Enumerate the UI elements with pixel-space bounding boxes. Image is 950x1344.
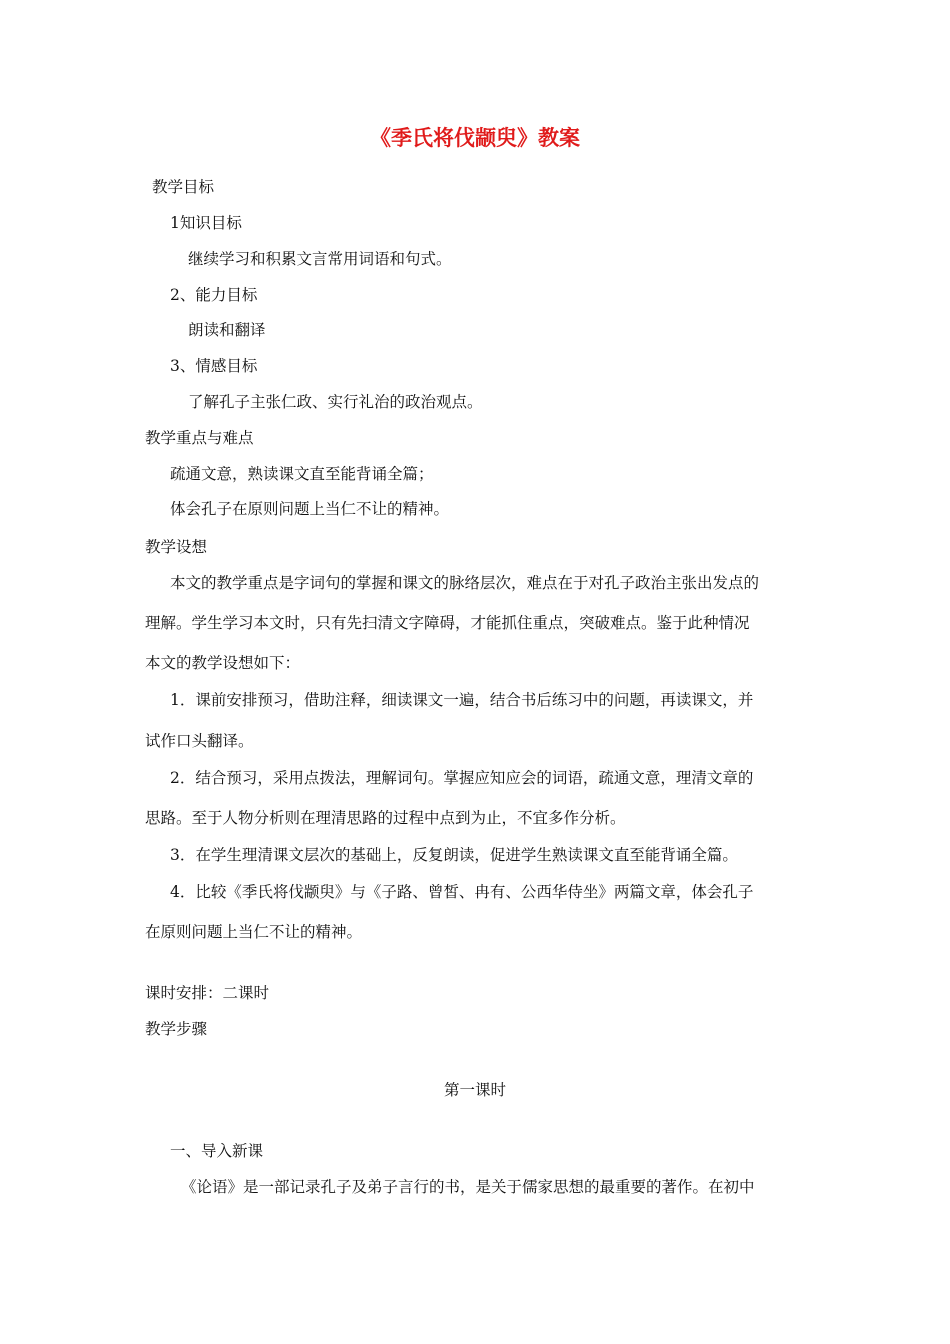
design-paragraph-line: 理解。学生学习本文时，只有先扫清文字障碍，才能抓住重点，突破难点。鉴于此种情况 (145, 614, 750, 632)
goal3-text: 了解孔子主张仁政、实行礼治的政治观点。 (188, 393, 483, 411)
goal2-text: 朗读和翻译 (188, 321, 266, 339)
document-title: 《季氏将伐颛臾》教案 (370, 126, 580, 150)
part1-paragraph-line: 《论语》是一部记录孔子及弟子言行的书，是关于儒家思想的最重要的著作。在初中 (181, 1178, 755, 1196)
design-item-3: 3．在学生理清课文层次的基础上，反复朗读，促进学生熟读课文直至能背诵全篇。 (170, 846, 738, 864)
goal2-heading: 2、能力目标 (170, 286, 258, 304)
steps-heading: 教学步骤 (145, 1020, 208, 1038)
key-point-1: 疏通文意，熟读课文直至能背诵全篇； (170, 465, 434, 483)
goal1-text: 继续学习和积累文言常用词语和句式。 (188, 250, 452, 268)
design-paragraph-line: 本文的教学重点是字词句的掌握和课文的脉络层次，难点在于对孔子政治主张出发点的 (170, 574, 760, 592)
schedule: 课时安排：二课时 (145, 984, 270, 1002)
design-item-4: 4．比较《季氏将伐颛臾》与《子路、曾皙、冉有、公西华侍坐》两篇文章，体会孔子 (170, 883, 754, 901)
key-point-2: 体会孔子在原则问题上当仁不让的精神。 (170, 500, 450, 518)
lesson1-heading: 第一课时 (443, 1081, 506, 1099)
goals-heading: 教学目标 (152, 178, 215, 196)
design-item-1: 1．课前安排预习，借助注释，细读课文一遍，结合书后练习中的问题，再读课文，并 (170, 691, 754, 709)
design-item-2: 2．结合预习，采用点拨法，理解词句。掌握应知应会的词语，疏通文意，理清文章的 (170, 769, 754, 787)
goal3-heading: 3、情感目标 (170, 357, 258, 375)
key-heading: 教学重点与难点 (145, 429, 254, 447)
design-paragraph-line: 本文的教学设想如下： (145, 654, 301, 672)
design-item-1-cont: 试作口头翻译。 (145, 732, 254, 750)
design-item-4-cont: 在原则问题上当仁不让的精神。 (145, 923, 363, 941)
part1-heading: 一、导入新课 (170, 1142, 264, 1160)
design-heading: 教学设想 (145, 538, 208, 556)
goal1-heading: 1知识目标 (170, 214, 242, 232)
design-item-2-cont: 思路。至于人物分析则在理清思路的过程中点到为止，不宜多作分析。 (145, 809, 626, 827)
